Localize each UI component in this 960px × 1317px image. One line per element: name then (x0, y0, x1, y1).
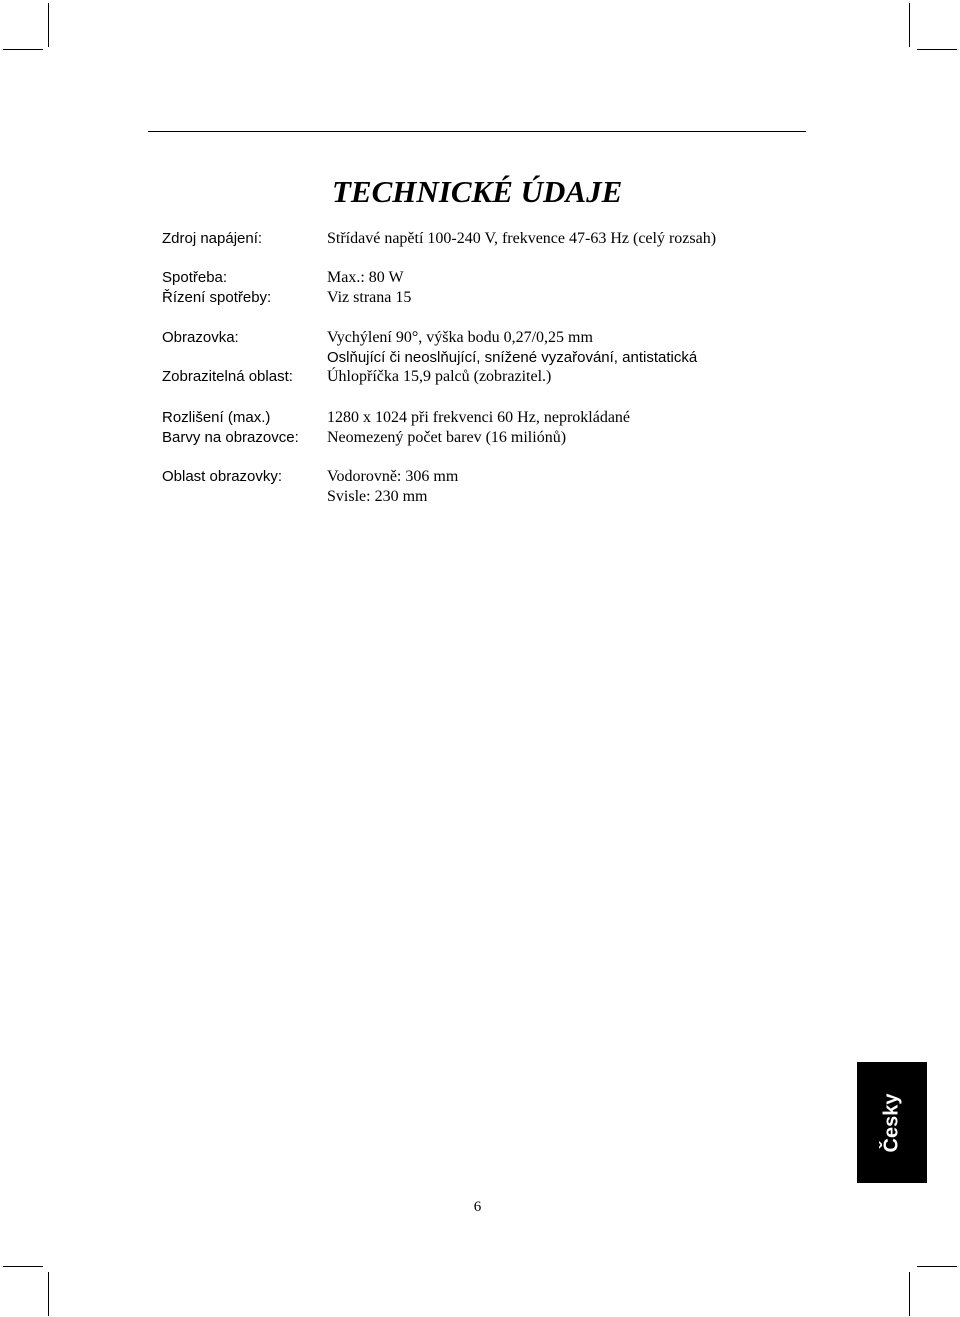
spec-label-power-source: Zdroj napájení: (162, 230, 263, 247)
spec-value-display-area: Úhlopříčka 15,9 palců (zobrazitel.) (327, 368, 552, 385)
language-tab-label: Česky (880, 1093, 903, 1152)
spec-value-screen-line-1: Vychýlení 90°, výška bodu 0,27/0,25 mm (327, 329, 593, 346)
crop-mark-top-right-horizontal (917, 49, 957, 50)
crop-mark-bottom-left-vertical (48, 1272, 49, 1316)
crop-mark-top-left-vertical (48, 3, 49, 47)
spec-value-screen-area-vertical: Svisle: 230 mm (327, 488, 428, 505)
spec-label-resolution: Rozlišení (max.) (162, 409, 271, 426)
spec-label-colors: Barvy na obrazovce: (162, 429, 299, 446)
crop-mark-top-left-horizontal (3, 49, 43, 50)
spec-label-display-area: Zobrazitelná oblast: (162, 368, 293, 385)
spec-label-screen-area: Oblast obrazovky: (162, 468, 283, 485)
spec-value-screen-line-2: Oslňující či neoslňující, snížené vyzařování, antistatická (327, 349, 698, 366)
crop-mark-bottom-left-horizontal (3, 1266, 43, 1267)
crop-mark-bottom-right-horizontal (917, 1266, 957, 1267)
crop-mark-top-right-vertical (909, 3, 910, 47)
page-title: TECHNICKÉ ÚDAJE (332, 174, 623, 209)
spec-label-consumption: Spotřeba: (162, 269, 228, 286)
spec-value-power-source: Střídavé napětí 100-240 V, frekvence 47-63 Hz (celý rozsah) (327, 230, 717, 247)
spec-label-screen: Obrazovka: (162, 329, 239, 346)
spec-value-screen-area-horizontal: Vodorovně: 306 mm (327, 468, 459, 485)
header-rule (148, 131, 806, 132)
page-number: 6 (473, 1199, 482, 1215)
spec-value-colors: Neomezený počet barev (16 miliónů) (327, 429, 567, 446)
spec-value-resolution: 1280 x 1024 při frekvenci 60 Hz, neprokládané (327, 409, 631, 426)
language-tab (857, 1062, 927, 1183)
crop-mark-bottom-right-vertical (909, 1272, 910, 1316)
spec-value-consumption: Max.: 80 W (327, 269, 404, 286)
spec-value-power-management: Viz strana 15 (327, 289, 412, 306)
spec-label-power-management: Řízení spotřeby: (162, 289, 272, 306)
